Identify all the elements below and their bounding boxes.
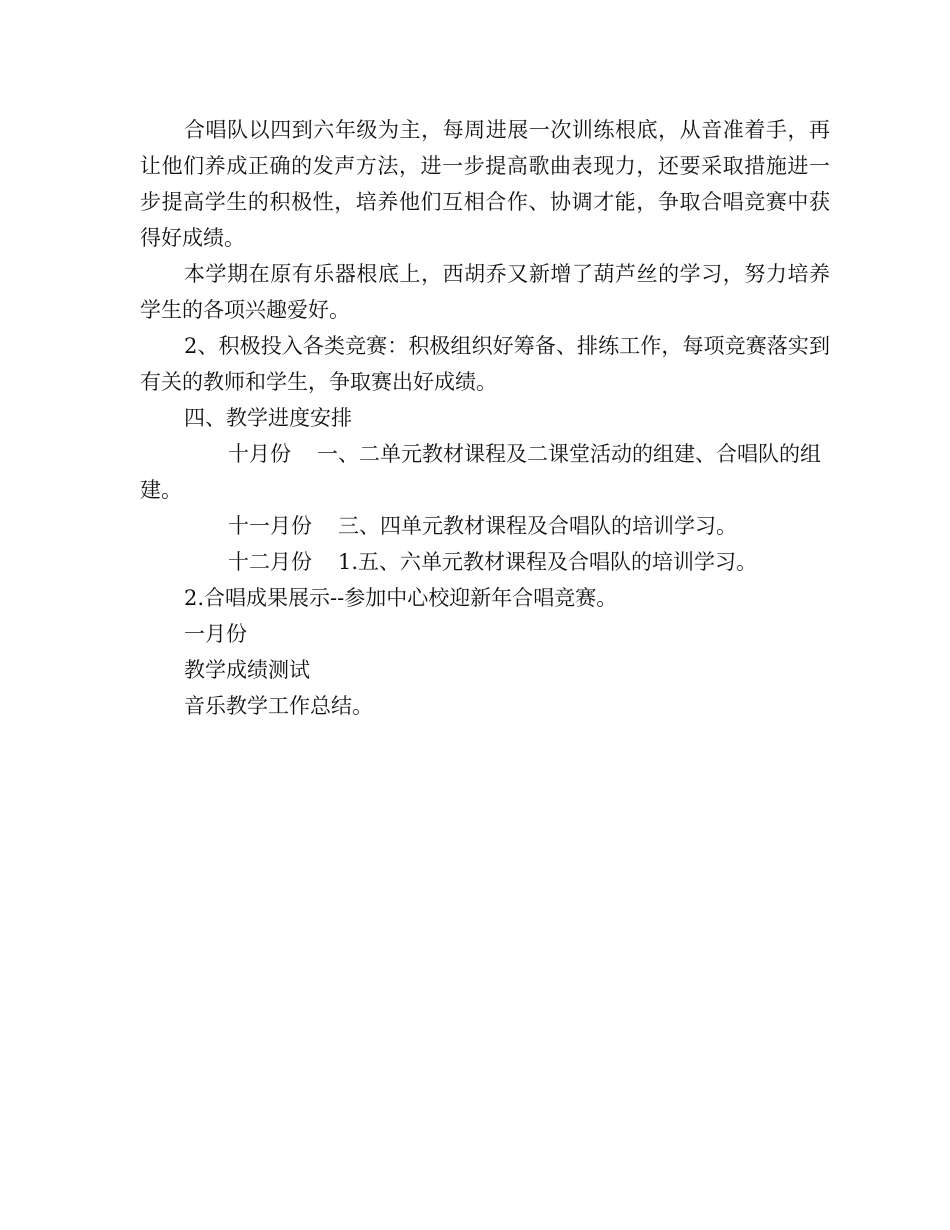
schedule-row-november [140,508,830,544]
january-label: 一月份 [184,622,247,646]
schedule-row-october [140,436,830,508]
schedule-month: 十二月份 [228,550,312,574]
schedule-month: 十一月份 [228,514,312,538]
document-body [140,112,830,724]
schedule-row-december [140,544,830,580]
schedule-content: 1.五、六单元教材课程及合唱队的培训学习。 [338,550,758,574]
schedule-content: 一、二单元教材课程及二课堂活动的组建、合唱队的组建。 [140,442,821,502]
schedule-content: 三、四单元教材课程及合唱队的培训学习。 [338,514,737,538]
schedule-month: 十月份 [228,442,291,466]
january-item-test: 教学成绩测试 [184,658,310,682]
paragraph-instruments: 本学期在原有乐器根底上，西胡乔又新增了葫芦丝的学习，努力培养学生的各项兴趣爱好。 [140,262,830,322]
schedule-extra-item: 2.合唱成果展示--参加中心校迎新年合唱竞赛。 [184,586,618,610]
january-item-summary: 音乐教学工作总结。 [184,694,373,718]
paragraph-choir: 合唱队以四到六年级为主，每周进展一次训练根底，从音准着手，再让他们养成正确的发声方法，进一步提高歌曲表现力，还要采取措施进一步提高学生的积极性，培养他们互相合作、协调才能，争取合唱竞赛中获得好成绩。 [140,118,830,250]
paragraph-competitions: 2、积极投入各类竞赛：积极组织好筹备、排练工作，每项竞赛落实到有关的教师和学生，争取赛出好成绩。 [140,334,830,394]
section-heading: 四、教学进度安排 [184,406,352,430]
